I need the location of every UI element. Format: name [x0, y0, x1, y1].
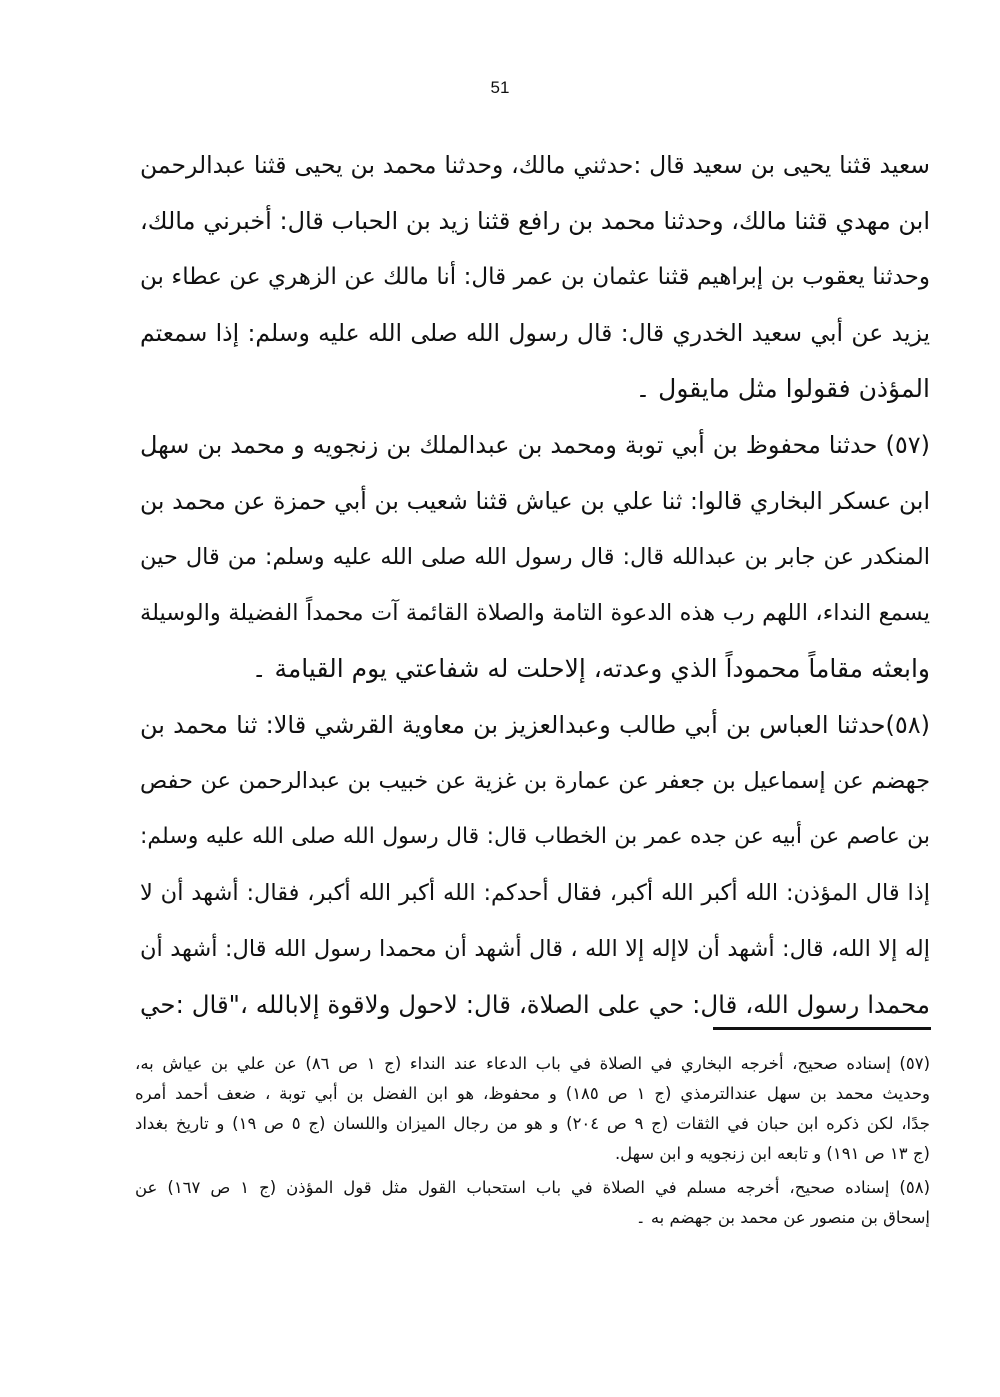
body-line: جهضم عن إسماعيل بن جعفر عن عمارة بن غزية عن خبيب بن عبدالرحمن عن حفص [140, 768, 930, 794]
body-line: وابعثه مقاماً محموداً الذي وعدته، إلاحلت له شفاعتي يوم القيامة ۔ [251, 654, 930, 683]
body-line: إله إلا الله، قال: أشهد أن لاإله إلا الله ، قال أشهد أن محمدا رسول الله قال: أشهد أن [140, 936, 930, 962]
body-line: (٥٨)حدثنا العباس بن أبي طالب وعبدالعزيز بن معاوية القرشي قالا: ثنا محمد بن [140, 711, 930, 739]
body-line: المنكدر عن جابر بن عبدالله قال: قال رسول الله صلى الله عليه وسلم: من قال حين [140, 544, 930, 570]
body-line: (٥٧) حدثنا محفوظ بن أبي توبة ومحمد بن عبدالملك بن زنجويه و محمد بن سهل [140, 431, 930, 459]
page-number: 51 [490, 78, 510, 97]
body-line: يزيد عن أبي سعيد الخدري قال: قال رسول الله صلى الله عليه وسلم: إذا سمعتم [140, 319, 930, 347]
body-line: ابن مهدي قثنا مالك، وحدثنا محمد بن رافع قثنا زيد بن الحباب قال: أخبرني مالك، [140, 207, 930, 235]
footnote-line: إسحاق بن منصور عن محمد بن جهضم به ۔ [635, 1208, 930, 1227]
footnote-58 [135, 1173, 930, 1233]
body-line: إذا قال المؤذن: الله أكبر الله أكبر، فقال أحدكم: الله أكبر الله أكبر، فقال: أشهد أن لا [140, 880, 930, 906]
body-line: وحدثنا يعقوب بن إبراهيم قثنا عثمان بن عمر قال: أنا مالك عن الزهري عن عطاء بن [140, 264, 930, 290]
main-text [140, 137, 930, 1033]
footnote-line: وحديث محمد بن سهل عندالترمذي (ج ١ ص ١٨٥) و محفوظ، هو ابن الفضل بن أبي توبة ، ضعف أحمد أمره [135, 1084, 930, 1103]
footnote-line: (ج ١٣ ص ١٩١) و تابعه ابن زنجويه و ابن سهل. [614, 1144, 930, 1163]
body-line: محمدا رسول الله، قال: حي على الصلاة، قال: لاحول ولاقوة إلابالله ،"قال :حي [140, 990, 930, 1019]
footnote-line: (٥٨) إسناده صحيح، أخرجه مسلم في الصلاة في باب استحباب القول مثل قول المؤذن (ج ١ ص ١٦٧) عن [135, 1178, 930, 1197]
body-line: المؤذن فقولوا مثل مايقول ۔ [635, 374, 930, 403]
footnote-divider [713, 1027, 931, 1030]
body-line: يسمع النداء، اللهم رب هذه الدعوة التامة والصلاة القائمة آت محمداً الفضيلة والوسيلة [140, 600, 930, 626]
body-line: بن عاصم عن أبيه عن جده عمر بن الخطاب قال: قال رسول الله صلى الله عليه وسلم: [140, 824, 930, 849]
body-line: ابن عسكر البخاري قالوا: ثنا علي بن عياش قثنا شعيب بن أبي حمزة عن محمد بن [140, 487, 930, 515]
body-line: سعيد قثنا يحيى بن سعيد قال :حدثني مالك، وحدثنا محمد بن يحيى قثنا عبدالرحمن [140, 151, 930, 179]
footnote-57 [135, 1049, 930, 1169]
footnote-line: (٥٧) إسناده صحيح، أخرجه البخاري في الصلاة في باب الدعاء عند النداء (ج ١ ص ٨٦) عن علي بن عياش به، [135, 1054, 930, 1073]
footnote-line: جدًا، لكن ذكره ابن حبان في الثقات (ج ٩ ص ٢٠٤) و هو من رجال الميزان واللسان (ج ٥ ص ١٩) و تاريخ بغداد [135, 1114, 930, 1133]
footnotes [135, 1049, 930, 1233]
